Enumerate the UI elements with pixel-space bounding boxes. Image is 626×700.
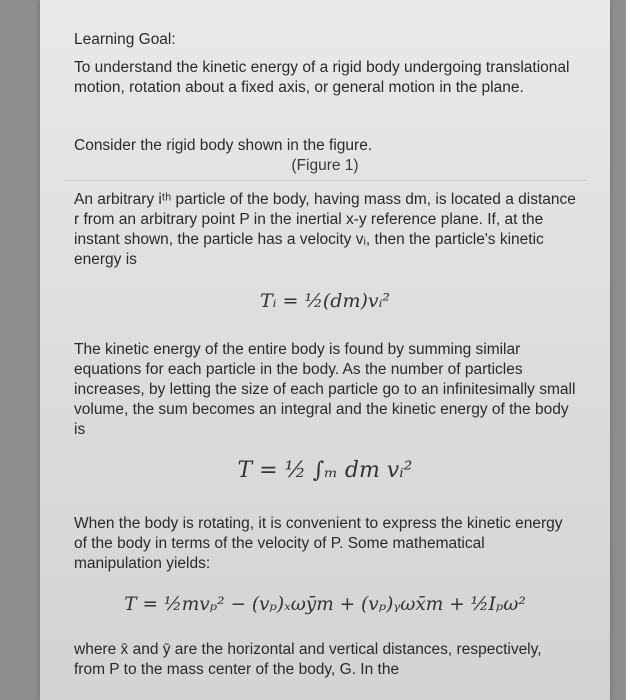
paragraph3-block <box>74 514 576 574</box>
paragraph4-block <box>74 640 576 680</box>
paragraph-3: When the body is rotating, it is convenient to express the kinetic energy of the body in terms of the velocity of P. Some mathematical manipulation yields: <box>74 515 563 572</box>
equation-2: T = ½ ∫ₘ dm vᵢ² <box>237 458 413 483</box>
divider <box>64 180 586 181</box>
consider-text: Consider the rigid body shown in the figure. <box>74 137 373 154</box>
equation-3: T = ½mvₚ² − (vₚ)ₓωȳm + (vₚ)ᵧωx̄m + ½Iₚω² <box>124 594 526 615</box>
paragraph-2: The kinetic energy of the entire body is found by summing similar equations for each particle in the body. As the number of particles increases, by letting the size of each particle go to an infinitesimally small volume, the sum becomes an integral and the kinetic energy of the body is <box>74 341 576 438</box>
learning-goal-section <box>74 30 576 50</box>
paragraph-1: An arbitrary iᵗʰ particle of the body, having mass dm, is located a distance r from an arbitrary point P in the inertial x-y reference plane. If, at the instant shown, the particle has a velocity vᵢ, then the particle's kinetic energy is <box>74 191 576 268</box>
consider-block <box>74 136 576 176</box>
learning-goal-text: To understand the kinetic energy of a rigid body undergoing translational motion, rotation about a fixed axis, or general motion in the plane. <box>74 59 570 96</box>
figure-link[interactable]: (Figure 1) <box>291 157 359 174</box>
problem-panel <box>40 0 610 700</box>
learning-goal-text-block <box>74 58 576 98</box>
equation-1: Tᵢ = ½(dm)vᵢ² <box>259 290 391 312</box>
learning-goal-title: Learning Goal: <box>74 31 176 48</box>
paragraph-4: where x̄ and ȳ are the horizontal and vertical distances, respectively, from P to the mass center of the body, G. In the <box>74 641 542 678</box>
paragraph1-block <box>74 190 576 270</box>
paragraph2-block <box>74 340 576 440</box>
